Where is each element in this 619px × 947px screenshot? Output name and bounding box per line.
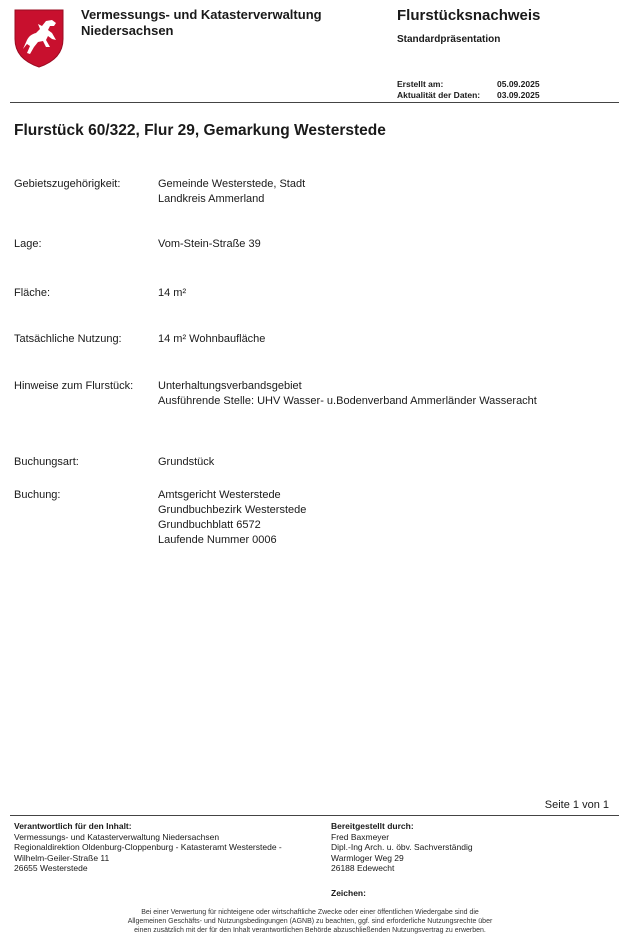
field-value xyxy=(158,286,186,301)
field-label: Hinweise zum Flurstück: xyxy=(14,380,134,392)
provided-line: Warmloger Weg 29 xyxy=(331,852,404,863)
field-value xyxy=(158,237,261,252)
field-value-line: Grundbuchblatt 6572 xyxy=(158,519,261,531)
field-value-line: Amtsgericht Westerstede xyxy=(158,489,281,501)
field-territory xyxy=(14,177,614,207)
field-value-line: Grundbuchbezirk Westerstede xyxy=(158,504,307,516)
field-value-line: Grundstück xyxy=(158,456,215,468)
provided-block xyxy=(331,821,473,874)
created-label: Erstellt am: xyxy=(397,79,444,89)
responsible-line: 26655 Westerstede xyxy=(14,863,88,873)
field-label: Gebietszugehörigkeit: xyxy=(14,178,121,190)
organization-name xyxy=(81,7,322,39)
field-value-line: 14 m² xyxy=(158,287,187,299)
field-value-line: Ausführende Stelle: UHV Wasser- u.Bodenverband Ammerländer Wasseracht xyxy=(158,395,537,407)
org-line-1: Vermessungs- und Katasterverwaltung xyxy=(81,7,322,22)
responsible-line: Regionaldirektion Oldenburg-Cloppenburg - Katasteramt Westerstede - xyxy=(14,842,282,852)
provided-line: Fred Baxmeyer xyxy=(331,831,390,842)
field-location xyxy=(14,237,614,252)
field-label: Buchung: xyxy=(14,489,61,501)
field-value xyxy=(158,488,306,548)
org-line-2: Niedersachsen xyxy=(81,23,174,38)
document-title: Flurstücksnachweis xyxy=(397,7,541,24)
field-value xyxy=(158,177,305,207)
disclaimer xyxy=(60,908,560,935)
field-value xyxy=(158,379,537,409)
actuality-value: 03.09.2025 xyxy=(497,90,540,100)
field-actual-use xyxy=(14,332,614,347)
header-divider xyxy=(10,102,619,103)
document-subtitle: Standardpräsentation xyxy=(397,34,501,45)
disclaimer-line: einen zusätzlich mit der für den Inhalt verantwortlichen Behörde abzuschließenden Nutzungsvertrag zu erwerben. xyxy=(134,927,486,934)
field-booking xyxy=(14,488,614,548)
field-value-line: Gemeinde Westerstede, Stadt xyxy=(158,178,306,190)
sign-label: Zeichen: xyxy=(331,888,366,898)
field-label: Buchungsart: xyxy=(14,456,79,468)
field-value xyxy=(158,332,265,347)
field-label: Fläche: xyxy=(14,287,51,299)
provided-line: 26188 Edewecht xyxy=(331,863,395,873)
field-label: Lage: xyxy=(14,238,42,250)
field-area xyxy=(14,286,614,301)
parcel-title: Flurstück 60/322, Flur 29, Gemarkung Westerstede xyxy=(14,122,386,139)
responsible-line: Wilhelm-Geiler-Straße 11 xyxy=(14,852,110,863)
field-value xyxy=(158,455,214,470)
actuality-label: Aktualität der Daten: xyxy=(397,90,481,100)
document-meta xyxy=(397,79,540,101)
field-parcel-notes xyxy=(14,379,614,409)
field-value-line: 14 m² Wohnbaufläche xyxy=(158,333,266,345)
field-value-line: Landkreis Ammerland xyxy=(158,193,265,205)
page-number: Seite 1 von 1 xyxy=(544,799,609,811)
created-value: 05.09.2025 xyxy=(497,79,540,89)
responsible-block xyxy=(14,821,282,874)
responsible-line: Vermessungs- und Katasterverwaltung Niedersachsen xyxy=(14,831,220,842)
field-label: Tatsächliche Nutzung: xyxy=(14,333,122,345)
lower-saxony-horse-coat-of-arms-icon xyxy=(14,9,64,68)
responsible-heading: Verantwortlich für den Inhalt: xyxy=(14,821,132,831)
footer-divider xyxy=(10,815,619,816)
field-value-line: Vom-Stein-Straße 39 xyxy=(158,238,261,250)
field-value-line: Laufende Nummer 0006 xyxy=(158,534,277,546)
field-value-line: Unterhaltungsverbandsgebiet xyxy=(158,380,302,392)
disclaimer-line: Bei einer Verwertung für nichteigene oder wirtschaftliche Zwecke oder einer öffentlichen Wiedergabe sind die xyxy=(141,909,479,916)
field-booking-type xyxy=(14,455,614,470)
provided-line: Dipl.-Ing Arch. u. öbv. Sachverständig xyxy=(331,842,473,852)
disclaimer-line: Allgemeinen Geschäfts- und Nutzungsbedingungen (AGNB) zu beachten, ggf. sind erforderliche Nutzungsrechte über xyxy=(127,918,493,925)
provided-heading: Bereitgestellt durch: xyxy=(331,821,414,831)
